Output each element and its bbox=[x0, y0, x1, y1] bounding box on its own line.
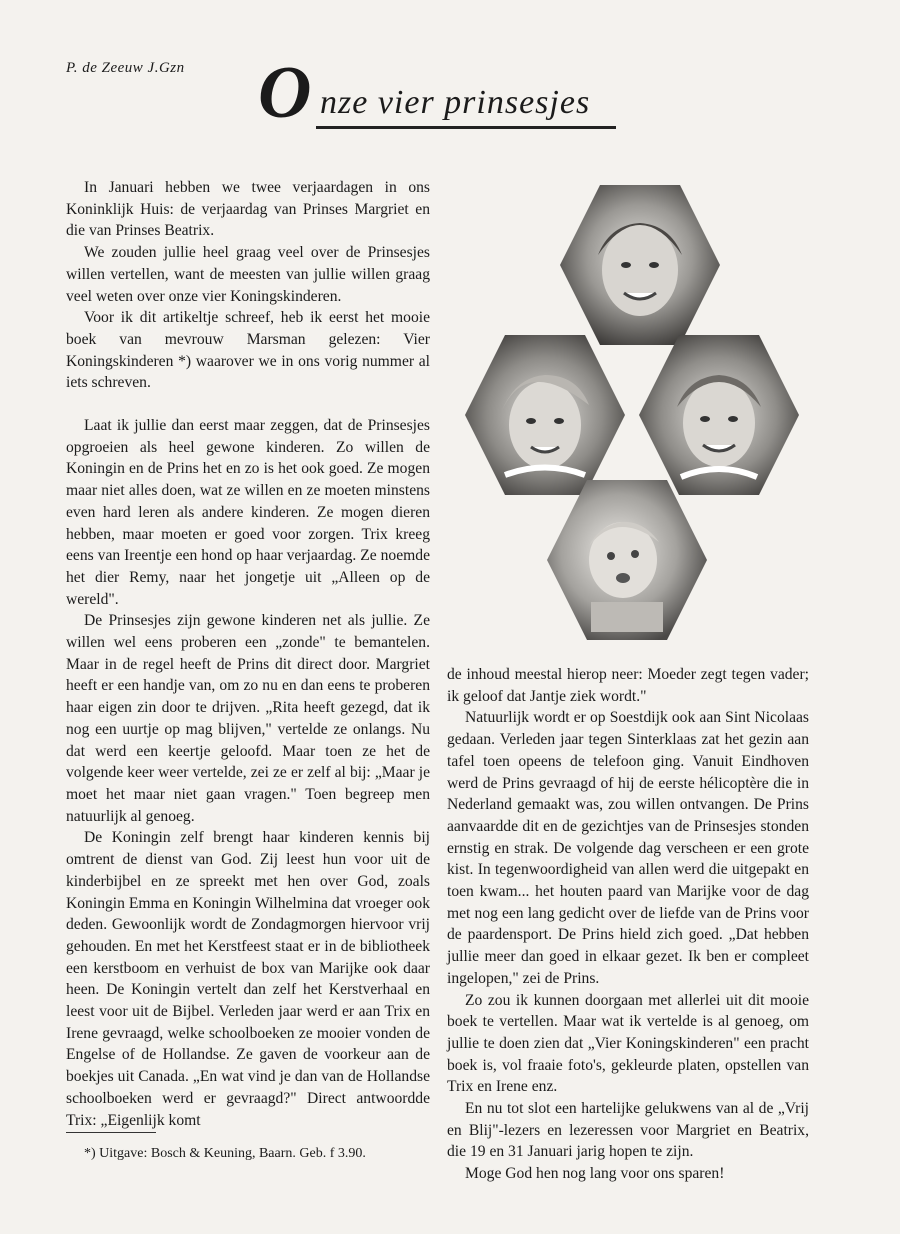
paragraph: Natuurlijk wordt er op Soestdijk ook aan Sint Nicolaas gedaan. Verleden jaar tegen Sinterklaas zat het gezin aan tafel toen opeens de telefoon ging. Vanuit Eindhoven werd de Prins gevraagd of hij de eerste hélicoptère die in Nederland gemaakt was, zou willen ontvangen. De Prins aanvaardde dit en de gezichtjes van de Prinsesjes stonden ernstig en strak. De volgende dag verscheen er een grote kist. In tegenwoordigheid van allen werd die uitgepakt en toen kwam... het houten paard van Marijke voor de dag met nog een lang gedicht over de liefde van de Prins voor de paardensport. De Prins hield zich goed. „Dat hebben jullie meer dan goed in elkaar gezet. Ik ben er compleet ingelopen," zei de Prins. bbox=[447, 709, 809, 987]
paragraph: In Januari hebben we twee verjaardagen in ons Koninklijk Huis: de verjaardag van Prinses Margriet en die van Prinses Beatrix. bbox=[66, 179, 430, 240]
photo-collage bbox=[465, 185, 845, 665]
title-underline bbox=[316, 126, 616, 129]
paragraph: En nu tot slot een hartelijke gelukwens van al de „Vrij en Blij"-lezers en lezeressen voor Margriet en Beatrix, die 19 en 31 Januari jarig hopen te zijn. bbox=[447, 1100, 809, 1161]
paragraph: Voor ik dit artikeltje schreef, heb ik eerst het mooie boek van mevrouw Marsman gelezen: Vier Koningskinderen *) waarover we in ons vorig nummer al iets schreven. bbox=[66, 309, 430, 392]
title-text: nze vier prinsesjes bbox=[320, 84, 591, 121]
left-column bbox=[66, 177, 430, 1131]
paragraph: Laat ik jullie dan eerst maar zeggen, dat de Prinsesjes opgroeien als heel gewone kinderen. Zo willen de Koningin en de Prins het en zo is het ook goed. Ze mogen maar niet alles doen, wat ze willen en ze moeten minstens even hard leren als andere kinderen. Ze mogen dieren hebben, maar moeten er goed voor zorgen. Trix kreeg eens van Ireentje een hond op haar verjaardag. Ze noemde het dier Remy, naar het jongetje uit „Alleen op de wereld". bbox=[66, 417, 430, 608]
paragraph: De Prinsesjes zijn gewone kinderen net als jullie. Ze willen wel eens proberen een „zonde" te bemantelen. Maar in de regel heeft de Prins dit direct door. Margriet heeft er een handje van, om zo nu en dan eens te proberen haar eigen zin door te drijven. „Rita heeft gezegd, dat ik nog een uurtje op mag blijven," vertelde ze onlangs. Nu dat werd een keertje geloofd. Maar toen ze het de volgende keer weer vertelde, zei ze er zelf al bij: „Maar je moet het maar niet gaan vragen." Toen begreep men natuurlijk al genoeg. bbox=[66, 612, 430, 825]
article-title bbox=[258, 52, 618, 138]
footnote: *) Uitgave: Bosch & Keuning, Baarn. Geb. f 3.90. bbox=[84, 1146, 366, 1161]
paragraph: We zouden jullie heel graag veel over de Prinsesjes willen vertellen, want de meesten van jullie willen graag veel weten over onze vier Koningskinderen. bbox=[66, 244, 430, 305]
princess-photo-3 bbox=[639, 335, 799, 495]
right-column bbox=[447, 664, 809, 1185]
title-initial: O bbox=[258, 52, 312, 134]
author-byline: P. de Zeeuw J.Gzn bbox=[66, 60, 185, 76]
paragraph: De Koningin zelf brengt haar kinderen kennis bij omtrent de dienst van God. Zij leest hun voor uit de kinderbijbel en ze spreekt met hen over God, zoals Koningin Emma en Koningin Wilhelmina dat vroeger ook deden. Gewoonlijk wordt de Zondagmorgen hiervoor vrij gehouden. En met het Kerstfeest staat er in de bibliotheek een kerstboom en verhuist de box van Marijke ook daar heen. De Koningin vertelt dan zelf het Kerstverhaal en leest voor uit de Bijbel. Verleden jaar werd er aan Trix en Irene gevraagd, welke schoolboeken ze mooier vonden de Engelse of de Hollandse. Ze gaven de voorkeur aan de boekjes uit Canada. „En wat vind je dan van de Hollandse schoolboeken werd er gevraagd?" Direct antwoordde Trix: „Eigenlijk komt bbox=[66, 829, 430, 1129]
paragraph: Moge God hen nog lang voor ons sparen! bbox=[465, 1165, 725, 1183]
princess-photo-1 bbox=[560, 185, 720, 345]
paragraph: Zo zou ik kunnen doorgaan met allerlei uit dit mooie boek te vertellen. Maar wat ik vertelde is al genoeg, om jullie te doen zien dat „Vier Koningskinderen" een pracht boek is, vol fraaie foto's, gekleurde platen, opstellen van Trix en Irene enz. bbox=[447, 991, 809, 1096]
footnote-divider bbox=[66, 1132, 156, 1133]
paragraph: de inhoud meestal hierop neer: Moeder zegt tegen vader; ik geloof dat Jantje ziek wordt." bbox=[447, 666, 809, 705]
princess-photo-4 bbox=[547, 480, 707, 640]
princess-photo-2 bbox=[465, 335, 625, 495]
